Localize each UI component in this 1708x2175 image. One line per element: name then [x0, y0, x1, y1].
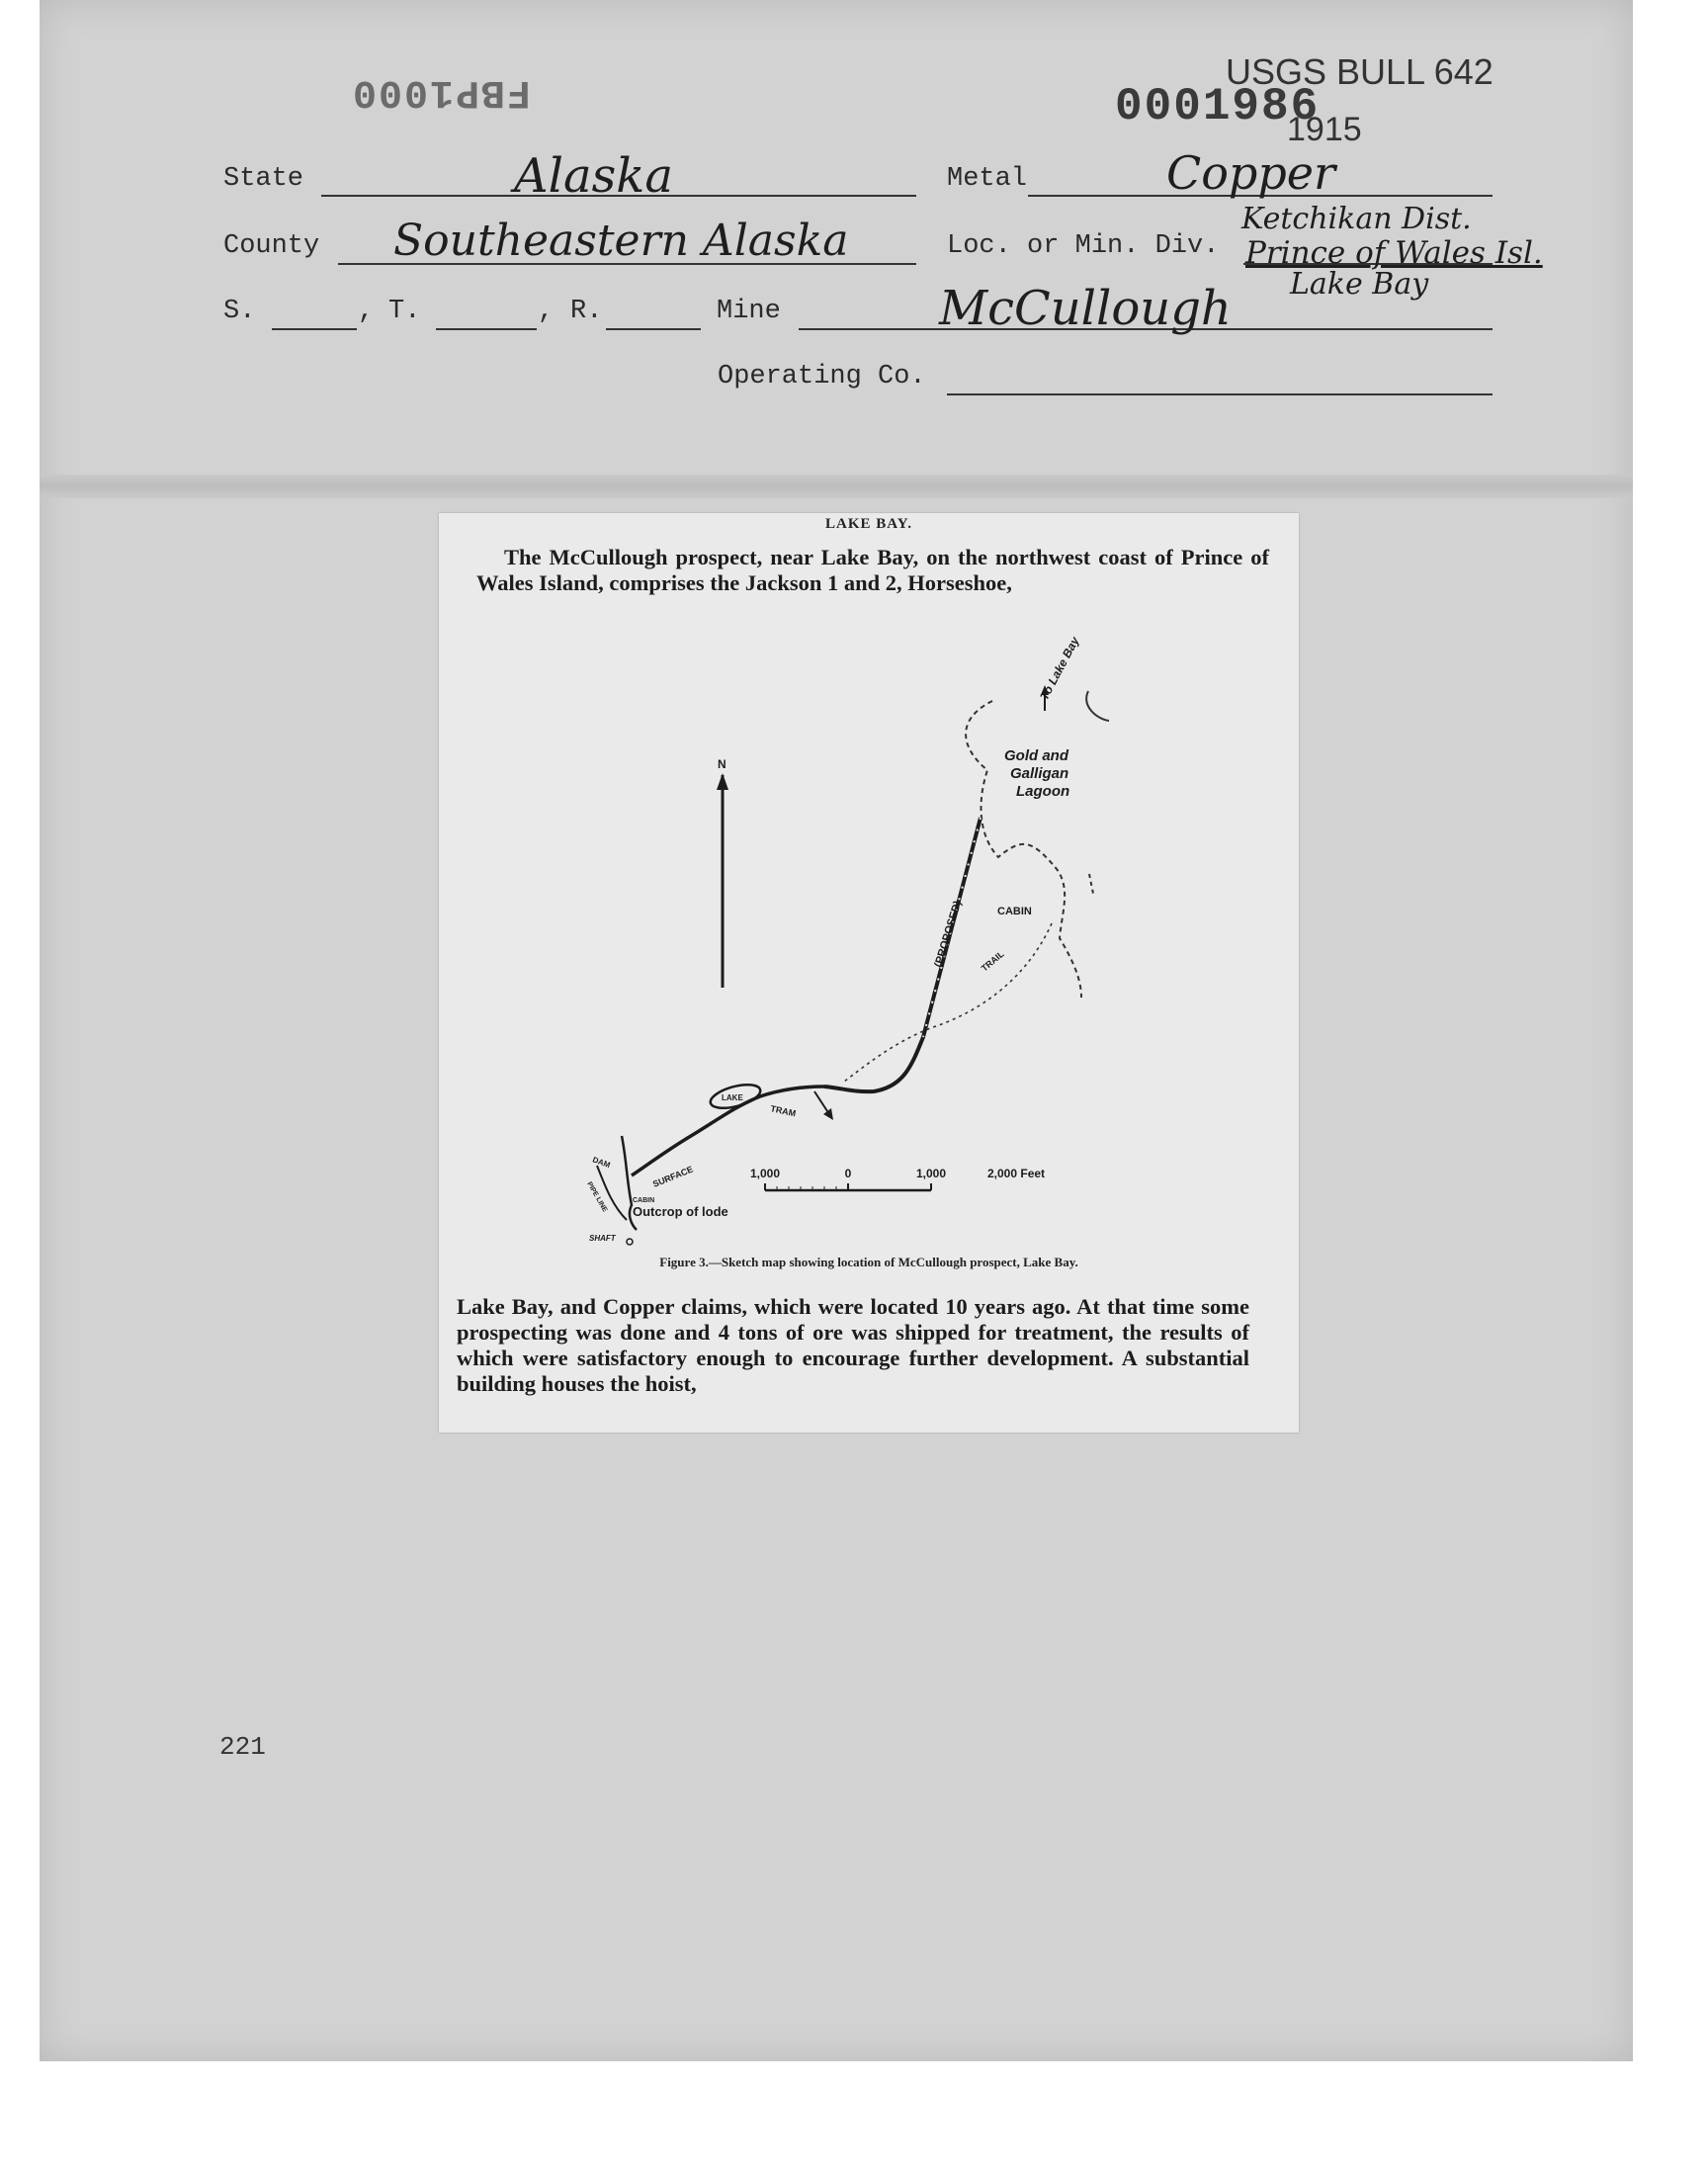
comma-2: , [538, 297, 555, 326]
surface-label: SURFACE [651, 1164, 695, 1189]
clipping-paragraph-top: The McCullough prospect, near Lake Bay, on the northwest coast of Prince of Wales Island, comprises the Jackson 1 and 2, Horseshoe, [476, 545, 1269, 595]
metal-label: Metal [947, 164, 1028, 194]
township-label: T. [388, 297, 421, 326]
mine-label: Mine [717, 297, 781, 326]
section-line [272, 328, 357, 330]
loc-bay: Lake Bay [1290, 267, 1429, 302]
figure-caption: Figure 3.—Sketch map showing location of McCullough prospect, Lake Bay. [659, 1255, 1078, 1269]
tram-label: TRAM [769, 1103, 798, 1119]
clipping-heading: LAKE BAY. [825, 516, 912, 532]
paper-fold [40, 475, 1633, 498]
proposed-label: (PROPOSED) [932, 899, 965, 969]
shaft-label: SHAFT [589, 1234, 616, 1243]
north-label: N [718, 757, 726, 771]
document-number-stamp: 0001986 [1115, 81, 1321, 132]
clipping-paragraph-bottom: Lake Bay, and Copper claims, which were located 10 years ago. At that time some prospecting was done and 4 tons of ore was shipped for treatment, the results of which were satisfactory enough to encourage further development. A substantial building houses the hoist, [457, 1294, 1249, 1396]
operating-co-line [947, 393, 1493, 395]
scale-bar [765, 1183, 931, 1190]
lagoon-label-1: Gold and [1004, 747, 1068, 764]
operating-co-label: Operating Co. [718, 362, 926, 392]
lagoon-shore-east [1089, 874, 1093, 894]
loc-island: Prince of Wales Isl. [1245, 235, 1543, 271]
scale-1000-right: 1,000 [915, 1167, 947, 1180]
range-line [606, 328, 701, 330]
section-label: S. [223, 297, 256, 326]
trail-label: TRAIL [979, 948, 1006, 974]
sketch-map [439, 572, 1299, 1264]
lagoon-shore-north [1086, 691, 1109, 721]
page-number: 221 [219, 1732, 266, 1762]
dam-label: DAM [591, 1155, 612, 1171]
shaft-marker [627, 1239, 633, 1245]
outcrop-label: Outcrop of lode [633, 1204, 728, 1219]
lagoon-label-3: Lagoon [1016, 783, 1070, 800]
metal-value: Copper [1166, 146, 1335, 200]
county-value: Southeastern Alaska [393, 216, 849, 266]
comma-1: , [358, 297, 375, 326]
report-clipping [439, 513, 1299, 1433]
bulletin-reference: USGS BULL 642 [1226, 51, 1494, 92]
pipe-line-label: PIPE LINE [585, 1180, 609, 1214]
state-value: Alaska [514, 148, 673, 204]
upper-cabin-label: CABIN [997, 906, 1032, 917]
north-arrow [717, 773, 728, 988]
county-label: County [223, 231, 320, 261]
inverted-stamp-number: FBP1000 [351, 69, 532, 114]
bulletin-year: 1915 [1287, 111, 1362, 148]
tram-arrowhead [823, 1108, 833, 1120]
lagoon-shoreline [966, 701, 1081, 998]
lake-label: LAKE [722, 1093, 743, 1102]
state-label: State [223, 164, 304, 194]
loc-district: Ketchikan Dist. [1241, 202, 1472, 236]
lower-cabin-label: CABIN [633, 1197, 655, 1204]
scale-1000-left: 1,000 [749, 1167, 781, 1180]
lagoon-label-2: Galligan [1010, 765, 1069, 782]
loc-label: Loc. or Min. Div. [947, 231, 1220, 261]
township-line [436, 328, 537, 330]
proposed-tram-line [824, 818, 981, 1091]
scale-zero: 0 [844, 1167, 852, 1180]
tram-arrow [814, 1091, 829, 1114]
mine-value: McCullough [939, 281, 1232, 336]
range-label: R. [570, 297, 603, 326]
scale-2000-feet: 2,000 Feet [987, 1167, 1046, 1180]
to-lake-bay-label: To Lake Bay [1037, 634, 1082, 703]
